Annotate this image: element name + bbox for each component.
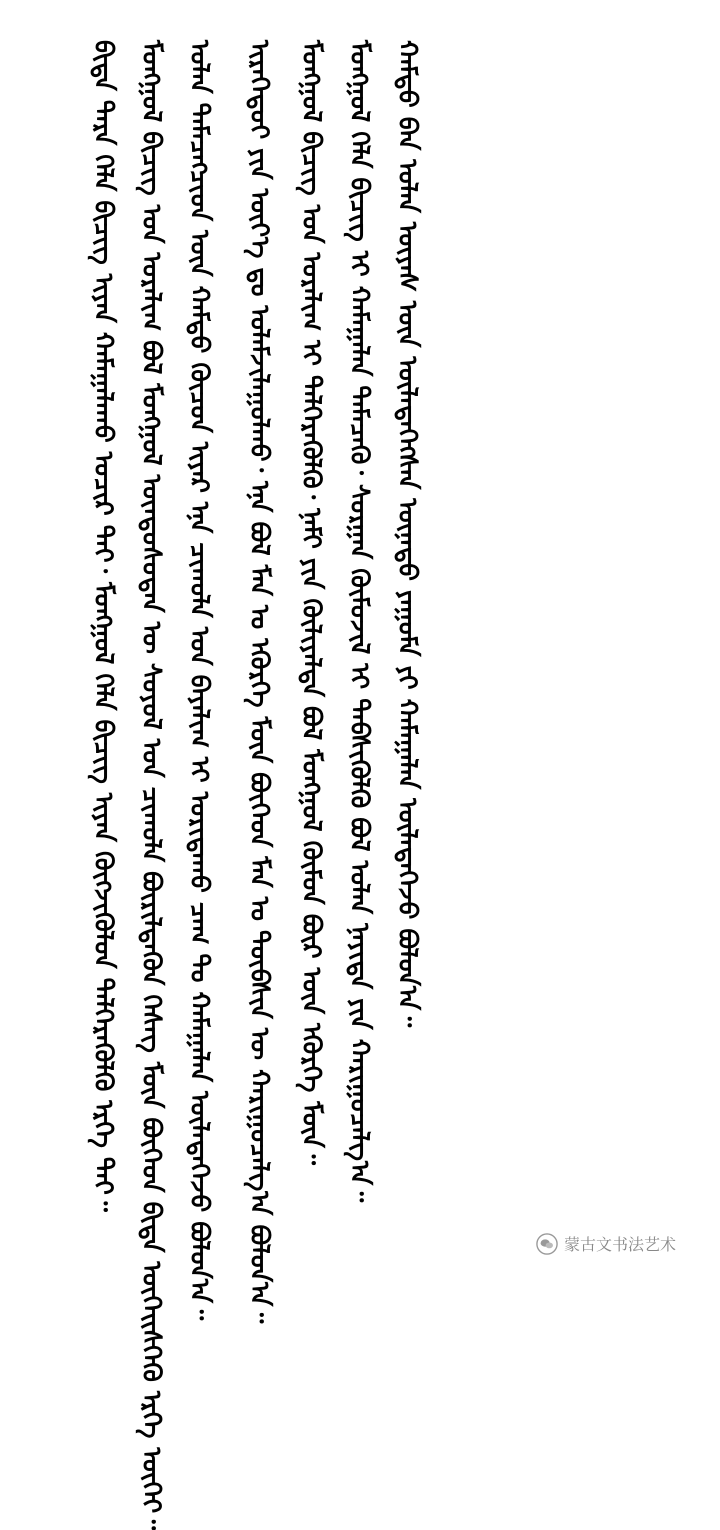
text-column-3: ᠣᠯᠠᠨ ᠲᠡᠮᠡᠴᠡᠭᠴᠢᠳ ᠦᠨ ᠬᠠᠮᠲᠤ ᠬᠦᠴᠦᠨ ᠢᠶᠡᠷ ᠡᠨᠡ ᠴᠢᠬᠤᠯᠠ ᠡᠳ ᠪᠠᠶᠠᠯᠢᠭ ᠢ ᠤᠷᠢᠳᠠᠬᠤ ᠴᠠᠭ ᠲᠤ ᠬᠠᠮᠠᠭᠠᠯᠠᠨ ᠦᠯᠡᠳᠡᠭᠡᠵᠦ ᠪᠣᠯᠣᠨ᠎ᠠ᠃	[184, 40, 214, 1321]
text-column-5: ᠮᠣᠩᠭᠣᠯ ᠪᠢᠴᠢᠭ ᠤᠨ ᠤᠷᠠᠯᠢᠭ ᠢ ᠳᠡᠯᠭᠡᠷᠡᠭᠦᠯᠬᠦ᠂ ᠨᠠᠮᠢ ᠶᠢᠨ ᠬᠦᠯᠢᠶᠡᠯᠲᠡ ᠪᠣᠯ ᠮᠣᠩᠭᠣᠯ ᠬᠦᠮᠦᠨ ᠪᠦᠷ ᠦᠨ ᠡᠭᠦᠷᠭᠡ ᠮᠥᠨ᠃	[296, 40, 326, 1165]
text-column-1: ᠪᠢᠳᠡ ᠲᠡᠷᠡ ᠬᠡᠯᠡ ᠪᠢᠴᠢᠭ ᠢᠶᠡᠨ ᠬᠠᠮᠠᠭᠠᠯᠠᠬᠤ ᠤᠴᠢᠷ ᠲᠠᠢ᠂ ᠮᠣᠩᠭᠣᠯ ᠬᠡᠯᠡ ᠪᠢᠴᠢᠭ ᠢᠶᠡᠨ ᠬᠦᠭᠵᠢᠭᠦᠯᠦᠨ ᠳᠡᠯᠭᠡᠷᠡᠭᠦᠯᠬᠦ ᠡᠷᠬᠡ ᠲᠠᠢ᠃	[88, 40, 118, 1212]
watermark	[536, 1232, 676, 1255]
watermark-text: 蒙古文书法艺术	[564, 1235, 677, 1254]
text-column-4: ᠢᠷᠡᠭᠡᠳᠦᠢ ᠶᠢᠨ ᠦᠶ᠎ᠡ ᠳᠤ ᠤᠯᠠᠮᠵᠢᠯᠠᠭᠤᠯᠬᠤ᠂ ᠡᠨᠡ ᠪᠣᠯ ᠮᠠᠨ ᠤ ᠡᠭᠦᠷᠭᠡ ᠮᠥᠨ ᠪᠥᠭᠡᠳ ᠮᠠᠨ ᠤ ᠲᠦᠪᠰᠢᠨ ᠦ ᠬᠠᠷᠢᠭᠤᠴᠠᠯᠭ᠎ᠠ ᠪᠣᠯᠤᠨ᠎ᠠ᠃	[244, 40, 274, 1324]
wechat-icon	[536, 1233, 558, 1255]
text-column-6: ᠮᠣᠩᠭᠣᠯ ᠬᠡᠯᠡ ᠪᠢᠴᠢᠭ ᠢ ᠬᠠᠮᠠᠭᠠᠯᠠᠨ ᠲᠡᠮᠡᠴᠡᠬᠦ᠂ ᠰᠤᠷᠭᠠᠨ ᠬᠦᠮᠦᠵᠢᠯ ᠢ ᠳᠡᠪᠰᠢᠭᠦᠯᠬᠦ ᠪᠣᠯ ᠣᠯᠠᠨ ᠨᠡᠶᠢᠲᠡ ᠶᠢᠨ ᠬᠠᠷᠢᠭᠤᠴᠠᠯᠭ᠎ᠠ᠃	[344, 40, 374, 1203]
text-column-2: ᠮᠣᠩᠭᠣᠯ ᠪᠢᠴᠢᠭ ᠤᠨ ᠤᠷᠠᠯᠢᠭ ᠪᠣᠯ ᠮᠣᠩᠭᠣᠯ ᠦᠨᠳᠦᠰᠦᠲᠡᠨ ᠦ ᠰᠣᠶᠣᠯ ᠤᠨ ᠴᠢᠬᠤᠯᠠ ᠪᠦᠷᠢᠯᠳᠡᠬᠦᠨ ᠬᠡᠰᠡᠭ ᠮᠥᠨ ᠪᠥᠭᠡᠳ ᠪᠢᠳᠡ ᠦᠭᠡᠢᠰᠬᠡᠬᠦ ᠡᠷᠬᠡ ᠦᠭᠡᠢ᠃	[136, 40, 166, 1530]
text-column-7: ᠬᠠᠮᠲᠤ ᠪᠠᠨ ᠣᠯᠠᠨ ᠦᠶᠡᠰ ᠦᠨ ᠦᠯᠡᠳᠡᠭᠡᠭᠰᠡᠨ ᠦᠨᠡᠲᠦ ᠶᠠᠭᠤᠮᠠ ᠶᠢ ᠬᠠᠮᠠᠭᠠᠯᠠᠨ ᠦᠯᠡᠳᠡᠭᠡᠵᠦ ᠪᠣᠯᠣᠨ᠎ᠠ᠃	[392, 40, 422, 1028]
